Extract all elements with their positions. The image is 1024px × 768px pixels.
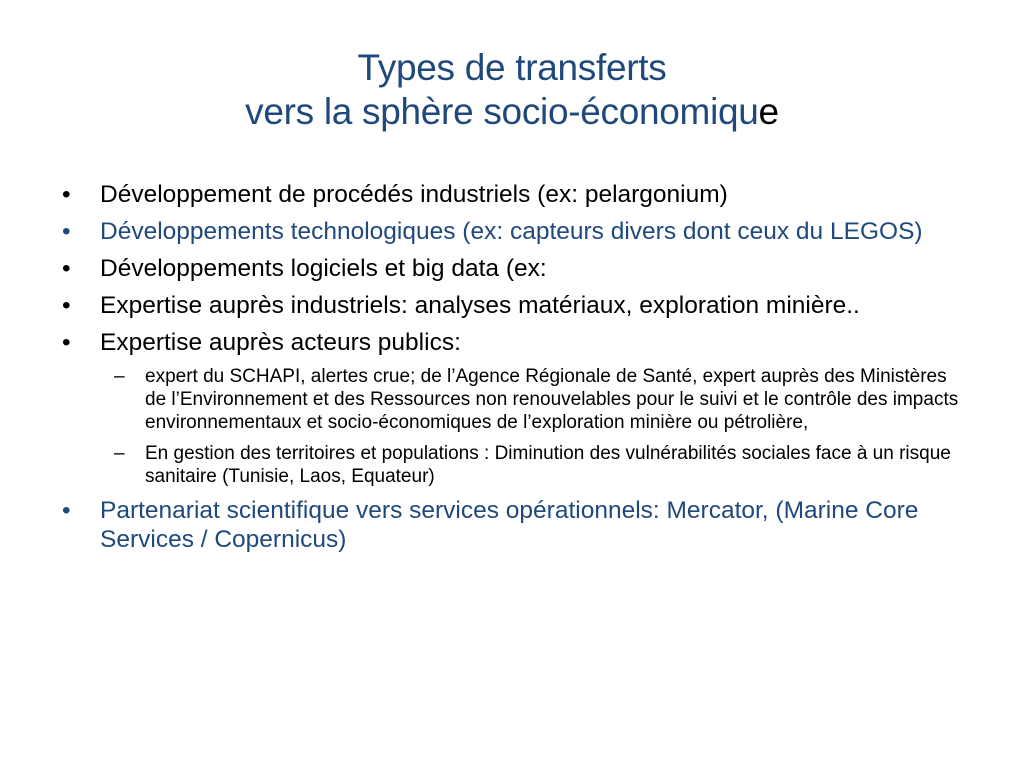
title-line-2-main: vers la sphère socio-économiqu [245,91,759,132]
bullet-item-technologiques [62,217,962,246]
title-line-2 [60,90,964,134]
dash-icon: – [114,366,125,387]
bullet-text: Développements logiciels et big data (ex: [100,255,547,282]
dash-icon: – [114,443,125,464]
bullet-icon: • [62,497,71,524]
bullet-text: Développements technologiques (ex: capteurs divers dont ceux du LEGOS) [100,218,923,245]
bullet-icon: • [62,292,71,319]
slide-title [60,46,964,134]
title-line-1: Types de transferts [357,47,667,88]
sub-item-text: expert du SCHAPI, alertes crue; de l’Agence Régionale de Santé, expert auprès des Ministères de l’Environnement et des Ressources non renouvelables pour le suivi et le contrôle des impacts environnementaux et socio-économiques de l’exploration minière ou pétrolière, [145,366,959,433]
bullet-item-expertise-industriels [62,291,962,320]
sub-item-schapi [114,365,962,434]
bullet-item-partenariat [62,496,962,554]
bullet-icon: • [62,255,71,282]
bullet-icon: • [62,329,71,356]
title-line-2-tail: e [758,91,779,132]
bullet-item-procedes [62,180,962,209]
bullet-icon: • [62,181,71,208]
bullet-text: Expertise auprès industriels: analyses matériaux, exploration minière.. [100,292,860,319]
bullet-text: Développement de procédés industriels (ex: pelargonium) [100,181,728,208]
sub-item-territoires [114,442,962,488]
bullet-list [62,180,962,562]
bullet-icon: • [62,218,71,245]
bullet-item-expertise-publics [62,328,962,357]
bullet-text: Partenariat scientifique vers services opérationnels: Mercator, (Marine Core Services / Copernicus) [100,497,919,553]
bullet-text: Expertise auprès acteurs publics: [100,329,461,356]
sub-item-text: En gestion des territoires et populations : Diminution des vulnérabilités sociales face à un risque sanitaire (Tunisie, Laos, Equateur) [145,443,951,487]
bullet-item-logiciels [62,254,962,283]
